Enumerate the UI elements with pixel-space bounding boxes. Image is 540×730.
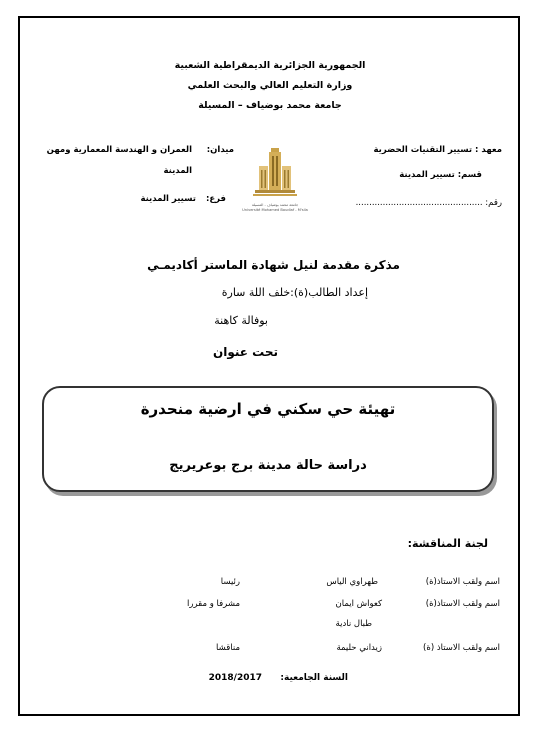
field-label: ميدان:: [206, 145, 234, 155]
member-1-name: طهراوي الياس: [326, 577, 378, 587]
university-tower-icon: [252, 146, 298, 202]
thesis-subtitle: دراسة حالة مدينة برج بوعريريج: [169, 458, 367, 473]
member-3-name: طبال نادية: [335, 619, 372, 629]
university-name: جامعة محمد بوضياف – المسيلة: [198, 100, 342, 111]
member-4-name: زيداني حليمة: [336, 643, 382, 653]
branch-label: فرع:: [205, 194, 226, 204]
field-value-line1: العمران و الهندسة المعمارية ومهن: [46, 145, 192, 155]
logo-caption-ar: جامعة محمد بوضياف - المسيلة: [251, 203, 299, 207]
member-2-role: مشرفا و مقررا: [187, 599, 240, 609]
institute-label: معهد : تسيير التقنيات الحضرية: [373, 145, 502, 155]
page-border: [18, 16, 520, 716]
member-2-name: كعواش ايمان: [335, 599, 382, 609]
logo-caption-fr: Université Mohamed Boudiaf - M'sila: [242, 208, 308, 212]
under-title-label: تحت عنوان: [212, 345, 278, 359]
number-field: رقم: ...............................................: [355, 198, 502, 208]
ministry-name: وزارة التعليم العالي والبحث العلمي: [187, 80, 353, 91]
branch-value: تسيير المدينة: [140, 194, 196, 204]
thesis-heading: مذكرة مقدمة لنيل شهادة الماستر أكاديمـي: [147, 258, 400, 272]
republic-name: الجمهورية الجزائرية الديمقراطية الشعبية: [174, 60, 366, 71]
university-logo: [244, 146, 306, 220]
department-label: قسم: تسيير المدينة: [399, 170, 482, 180]
prepared-by: إعداد الطالب(ة):خلف اللة سارة: [221, 286, 368, 299]
committee-heading: لجنة المناقشة:: [407, 537, 488, 550]
field-value-line2: المدينة: [163, 166, 192, 176]
academic-year-label: السنة الجامعية:: [280, 673, 348, 683]
thesis-title: تهيئة حي سكني في ارضية منحدرة: [140, 400, 396, 418]
member-4-role: مناقشا: [216, 643, 240, 653]
member-1-role: رئيسا: [220, 577, 240, 587]
academic-year-value: 2018/2017: [208, 673, 262, 683]
member-1-label: اسم ولقب الاستاذ(ة): [425, 577, 500, 587]
member-4-label: اسم ولقب الاستاذ (ة): [423, 643, 500, 653]
student-2-name: بوفالة كاهنة: [214, 314, 268, 327]
member-2-label: اسم ولقب الاستاذ(ة): [425, 599, 500, 609]
